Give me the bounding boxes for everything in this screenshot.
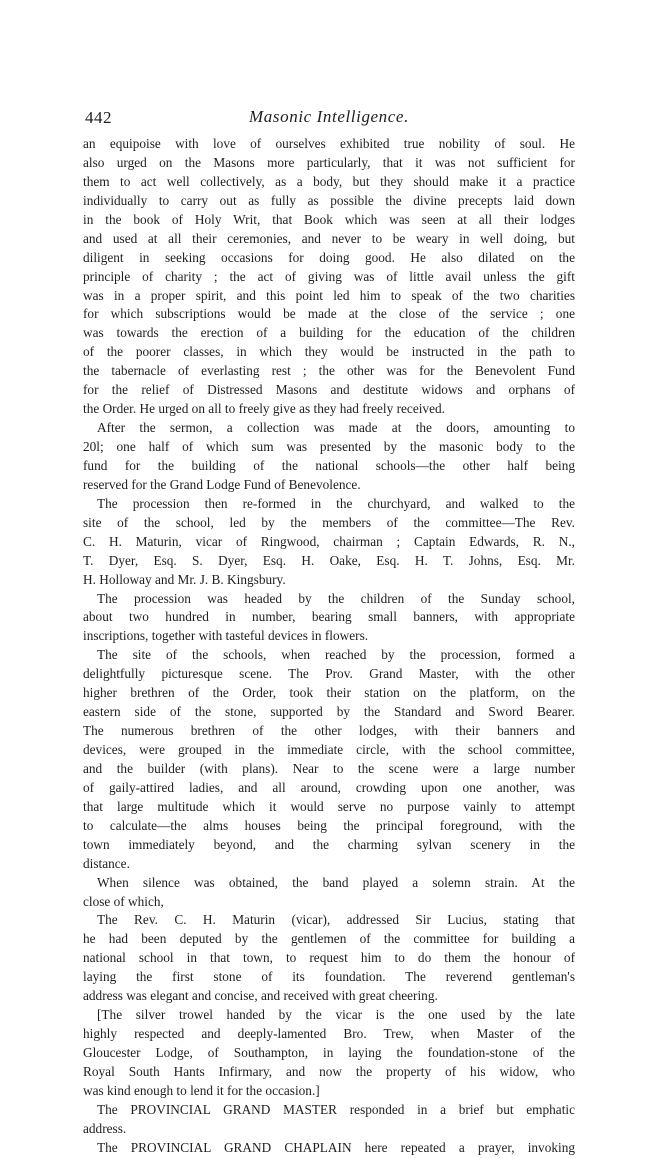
text-line: he had been deputed by the gentlemen of the committee for building a [83,931,575,947]
text-line: higher brethren of the Order, took their station on the platform, on the [83,685,575,701]
text-line: for the relief of Distressed Masons and destitute widows and orphans of [83,382,575,398]
running-title: Masonic Intelligence. [249,107,409,126]
page-number: 442 [85,108,112,127]
text-line: H. Holloway and Mr. J. B. Kingsbury. [83,571,286,587]
text-line: in the book of Holy Writ, that Book which was seen at all their lodges [83,211,575,227]
text-line: town immediately beyond, and the charming sylvan scenery in the [83,836,575,852]
text-line: the tabernacle of everlasting rest ; the other was for the Benevolent Fund [83,363,575,379]
text-line: distance. [83,855,130,871]
text-line: to calculate—the alms houses being the principal foreground, with the [83,817,575,833]
text-line: When silence was obtained, the band played a solemn strain. At the [97,874,575,890]
text-line: was in a proper spirit, and this point led him to speak of the two charities [83,287,575,303]
text-line: individually to carry out as fully as possible the divine precepts laid down [83,192,575,208]
text-line: for which subscriptions would be made at the close of the service ; one [83,306,575,322]
text-line: site of the school, led by the members of the committee—The Rev. [83,514,575,530]
text-line: After the sermon, a collection was made at the doors, amounting to [97,420,575,436]
text-line: delightfully picturesque scene. The Prov. Grand Master, with the other [83,666,575,682]
text-line: was kind enough to lend it for the occasion.] [83,1082,320,1098]
text-line: national school in that town, to request him to do them the honour of [83,950,575,966]
text-line: devices, were grouped in the immediate circle, with the school committee, [83,742,575,757]
text-line: The PROVINCIAL GRAND CHAPLAIN here repeated a prayer, invoking [97,1139,575,1155]
text-line: The Rev. C. H. Maturin (vicar), addressed Sir Lucius, stating that [97,912,575,928]
text-line: laying the first stone of its foundation. The reverend gentleman's [83,969,575,985]
text-line: address was elegant and concise, and received with great cheering. [83,988,438,1004]
text-line: eastern side of the stone, supported by the Standard and Sword Bearer. [83,704,575,720]
text-line: reserved for the Grand Lodge Fund of Benevolence. [83,476,361,492]
text-line: inscriptions, together with tasteful devices in flowers. [83,628,369,644]
text-line: Gloucester Lodge, of Southampton, in laying the foundation-stone of the [83,1045,575,1060]
text-line: and the builder (with plans). Near to the scene were a large number [83,760,575,776]
text-line: was towards the erection of a building for the education of the children [83,325,575,341]
text-line: The procession then re-formed in the churchyard, and walked to the [97,495,575,511]
text-line: C. H. Maturin, vicar of Ringwood, chairman ; Captain Edwards, R. N., [83,533,575,549]
text-line: an equipoise with love of ourselves exhibited true nobility of soul. He [83,136,575,151]
text-line: of the poorer classes, in which they would be instructed in the path to [83,344,575,360]
text-line: [The silver trowel handed by the vicar is the one used by the late [97,1007,575,1023]
text-line: The procession was headed by the children of the Sunday school, [97,590,575,606]
text-line: The numerous brethren of the other lodges, with their banners and [83,723,575,739]
text-line: T. Dyer, Esq. S. Dyer, Esq. H. Oake, Esq. H. T. Johns, Esq. Mr. [83,552,575,568]
text-line: the Order. He urged on all to freely give as they had freely received. [83,401,445,417]
text-line: about two hundred in number, bearing small banners, with appropriate [83,609,575,625]
text-line: that large multitude which it would serve no purpose vainly to attempt [83,798,575,814]
running-head [83,106,575,132]
book-page [83,106,575,1158]
text-line: of gaily-attired ladies, and all around, crowding upon one another, was [83,779,575,795]
text-line: fund for the building of the national schools—the other half being [83,457,575,473]
text-line: principle of charity ; the act of giving was of little avail unless the gift [83,268,575,284]
text-line: 20l; one half of which sum was presented by the masonic body to the [83,439,575,454]
text-line: highly respected and deeply-lamented Bro. Trew, when Master of the [83,1026,575,1042]
body-text [83,135,575,1158]
text-line: Royal South Hants Infirmary, and now the property of his widow, who [83,1063,575,1079]
text-line: The site of the schools, when reached by the procession, formed a [97,647,575,663]
text-line: them to act well collectively, as a body, but they should make it a practice [83,173,575,189]
text-line: and used at all their ceremonies, and never to be weary in well doing, but [83,230,575,246]
text-line: address. [83,1120,127,1136]
text-line: also urged on the Masons more particularly, that it was not sufficient for [83,154,575,170]
text-line: diligent in seeking occasions for doing good. He also dilated on the [83,249,575,265]
text-line: The PROVINCIAL GRAND MASTER responded in a brief but emphatic [97,1101,575,1117]
text-line: close of which, [83,893,164,909]
